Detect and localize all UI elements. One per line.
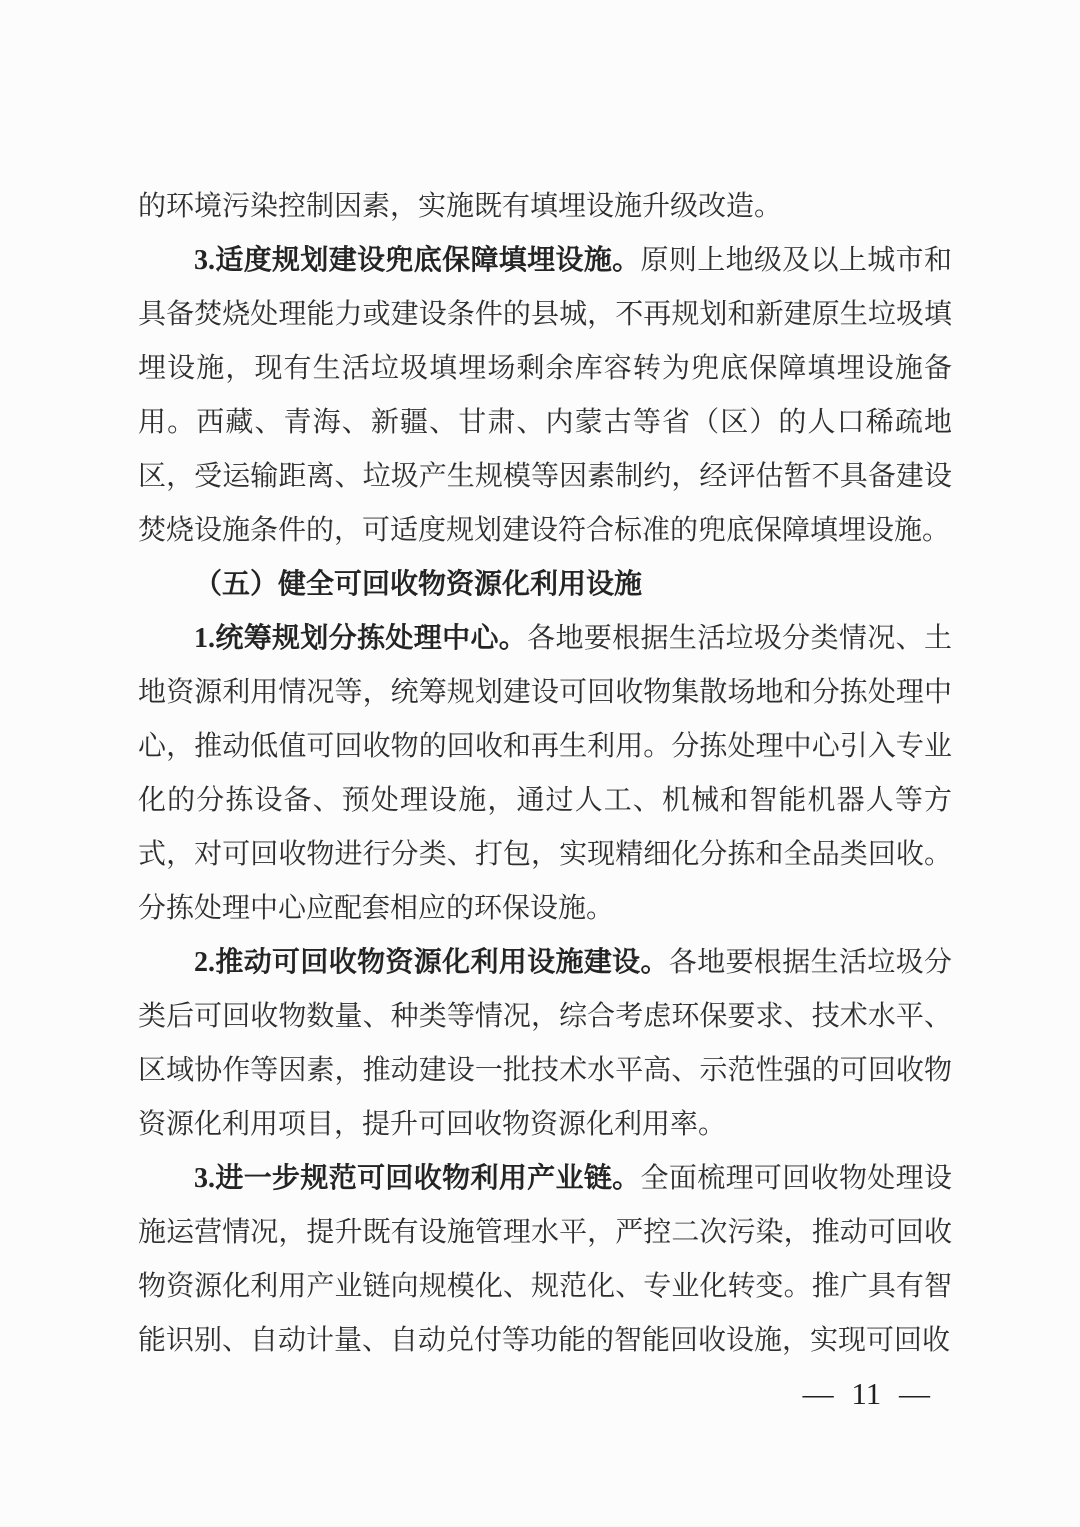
document-body	[138, 180, 952, 1368]
paragraph-text: 各地要根据生活垃圾分类后可回收物数量、种类等情况，综合考虑环保要求、技术水平、区域协作等因素，推动建设一批技术水平高、示范性强的可回收物资源化利用项目，提升可回收物资源化利用率。	[138, 947, 952, 1140]
paragraph-lead: 3.适度规划建设兜底保障填埋设施。	[194, 245, 641, 276]
paragraph-sorting-centers	[138, 612, 952, 936]
paragraph-lead: 1.统筹规划分拣处理中心。	[194, 623, 528, 654]
section-heading-text: （五）健全可回收物资源化利用设施	[194, 569, 643, 600]
section-heading-five	[138, 558, 952, 612]
paragraph-text: 的环境污染控制因素，实施既有填埋设施升级改造。	[138, 191, 783, 222]
paragraph-backstop-landfill	[138, 234, 952, 558]
paragraph-continuation	[138, 180, 952, 234]
paragraph-text: 各地要根据生活垃圾分类情况、土地资源利用情况等，统筹规划建设可回收物集散场地和分拣处理中心，推动低值可回收物的回收和再生利用。分拣处理中心引入专业化的分拣设备、预处理设施，通过人工、机械和智能机器人等方式，对可回收物进行分类、打包，实现精细化分拣和全品类回收。分拣处理中心应配套相应的环保设施。	[138, 623, 952, 924]
paragraph-industry-chain	[138, 1152, 952, 1368]
paragraph-recycling-facilities	[138, 936, 952, 1152]
page-number: — 11 —	[802, 1376, 930, 1411]
paragraph-lead: 3.进一步规范可回收物利用产业链。	[194, 1163, 641, 1194]
paragraph-text: 原则上地级及以上城市和具备焚烧处理能力或建设条件的县城，不再规划和新建原生垃圾填埋设施，现有生活垃圾填埋场剩余库容转为兜底保障填埋设施备用。西藏、青海、新疆、甘肃、内蒙古等省（区）的人口稀疏地区，受运输距离、垃圾产生规模等因素制约，经评估暂不具备建设焚烧设施条件的，可适度规划建设符合标准的兜底保障填埋设施。	[138, 245, 952, 546]
paragraph-lead: 2.推动可回收物资源化利用设施建设。	[194, 947, 669, 978]
paragraph-text: 全面梳理可回收物处理设施运营情况，提升既有设施管理水平，严控二次污染，推动可回收物资源化利用产业链向规模化、规范化、专业化转变。推广具有智能识别、自动计量、自动兑付等功能的智能回收设施，实现可回收	[138, 1163, 952, 1356]
